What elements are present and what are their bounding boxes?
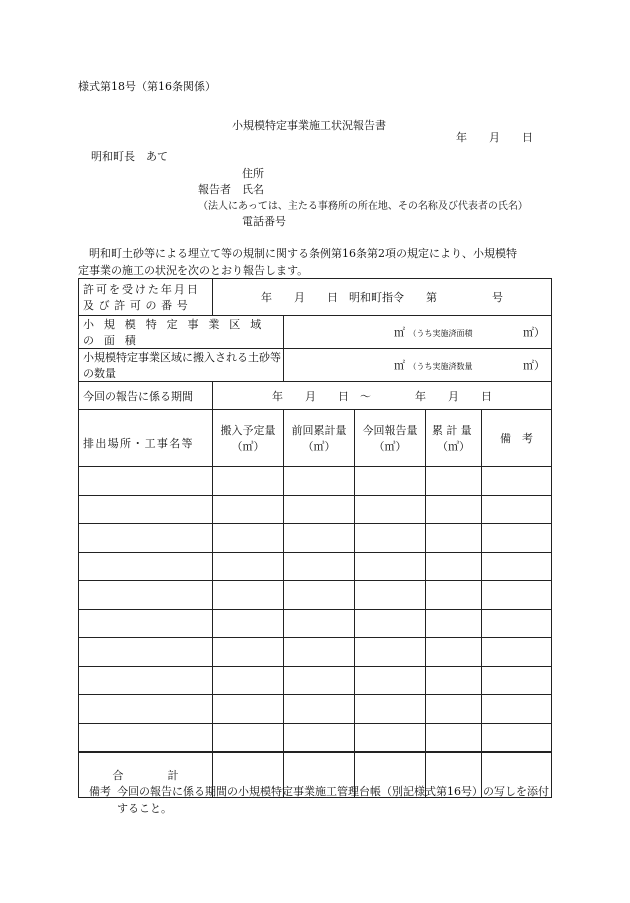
column-header-row <box>79 410 552 467</box>
col-header-location: 排出場所・工事名等 <box>79 410 213 467</box>
table-row <box>79 581 552 610</box>
name-label: 氏名 <box>242 183 264 196</box>
period-label: 今回の報告に係る期間 <box>79 382 213 410</box>
phone-label: 電話番号 <box>242 215 286 228</box>
permit-value: 年 月 日 明和町指令 第 号 <box>213 279 552 316</box>
table-row <box>79 666 552 695</box>
permit-label-line2: 及び許可の番号 <box>83 299 193 312</box>
table-row <box>79 467 552 496</box>
soil-row <box>79 349 552 382</box>
table-row <box>79 609 552 638</box>
permit-label <box>79 279 213 316</box>
remark-text: 今回の報告に係る期間の小規模特定事業施工管理台帳（別記様式第16号）の写しを添付すること。 <box>117 785 549 815</box>
date-line: 年 月 日 <box>456 131 533 144</box>
soil-note: （うち実施済数量 <box>408 362 473 371</box>
table-row <box>79 695 552 724</box>
address-label: 住所 <box>242 167 264 180</box>
corporation-note: （法人にあっては、主たる事務所の所在地、その名称及び代表者の氏名） <box>198 201 528 212</box>
col-header-current: 今回報告量 （㎥） <box>355 410 426 467</box>
table-row <box>79 638 552 667</box>
form-number: 様式第18号（第16条関係） <box>78 80 216 93</box>
area-end: ㎡） <box>523 326 546 339</box>
col-header-previous-total: 前回累計量 （㎥） <box>284 410 355 467</box>
remark-label: 備考 <box>89 785 111 798</box>
soil-value <box>284 349 552 382</box>
table-row <box>79 723 552 752</box>
document-title: 小規模特定事業施工状況報告書 <box>232 119 386 132</box>
permit-row <box>79 279 552 316</box>
soil-label: 小規模特定事業区域に搬入される土砂等の数量 <box>79 349 284 382</box>
addressee: 明和町長 あて <box>91 150 168 163</box>
table-row <box>79 552 552 581</box>
area-label: 小規模特定事業区域の面積 <box>79 316 284 349</box>
table-row <box>79 495 552 524</box>
col-header-remarks: 備 考 <box>482 410 552 467</box>
soil-end: ㎡） <box>523 359 546 372</box>
intro-line-1: 明和町土砂等による埋立て等の規制に関する条例第16条第2項の規定により、小規模特 <box>89 247 517 260</box>
col-header-cumulative: 累計量 （㎥） <box>426 410 482 467</box>
intro-line-2: 定事業の施工の状況を次のとおり報告します。 <box>78 264 309 277</box>
area-row <box>79 316 552 349</box>
period-row <box>79 382 552 410</box>
area-value <box>284 316 552 349</box>
period-value: 年 月 日 ～ 年 月 日 <box>213 382 552 410</box>
reporter-prefix: 報告者 <box>198 183 231 196</box>
table-row <box>79 524 552 553</box>
area-unit: ㎡ <box>394 326 405 339</box>
col-header-planned: 搬入予定量 （㎥） <box>213 410 284 467</box>
permit-label-line1: 許可を受けた年月日 <box>83 283 200 296</box>
report-table <box>78 278 552 798</box>
area-note: （うち実施済面積 <box>408 329 473 338</box>
soil-unit: ㎡ <box>394 359 405 372</box>
total-label: 合 計 <box>79 752 213 798</box>
